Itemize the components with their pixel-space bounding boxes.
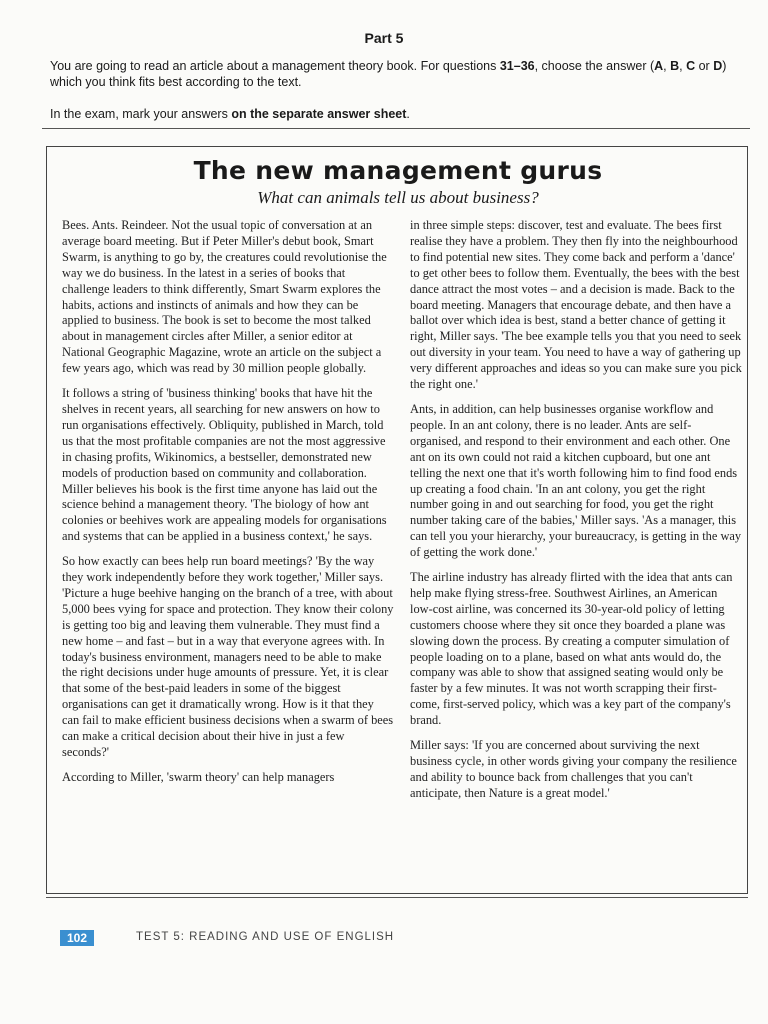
section-label: TEST 5: READING AND USE OF ENGLISH [136,931,395,943]
option-b: B [670,59,680,73]
instruction-text: or [695,59,714,73]
paragraph: It follows a string of 'business thinking' books that have hit the shelves in recent years, all searching for new answers on how to run organisations effectively. Obliquity, published in March, told us that the most profitable companies are not the most aggressive in chasing profits, Wikinomics, a bestseller, demonstrated new models of production based on community and collaboration. Miller believes his book is the first time anyone has laid out the science behind a management theory. 'The biology of how ant colonies or beehives work are appealing models for organisations and systems that can be applied in a business context,' he says. [62,386,387,544]
paragraph: The airline industry has already flirted with the idea that ants can help make flying stress-free. Southwest Airlines, an American low-cost airline, was concerned its 30-year-old policy of letting customers choose where they sit once they boarded a plane was slowing down the process. By creating a computer simulation of people loading on to a plane, based on what ants would do, the company was able to show that assigned seating would only be faster by a few minutes. It was not worth scrapping their first-come, first-served policy, which was a key part of the company's brand. [410,570,733,728]
paragraph: So how exactly can bees help run board meetings? 'By the way they work independently before they work together,' Miller says. 'Picture a huge beehive hanging on the branch of a tree, with about 5,000 bees vying for space and protection. They know their colony is getting too big and leaving them vulnerable. They must find a new home – and fast – but in a way that everyone agrees with. In today's business environment, managers need to be able to make the right decisions under huge amounts of pressure. Yet, it is clear that some of the best-paid leaders in some of the biggest organisations can get it dramatically wrong. How is it that they can fail to make efficient business decisions when a swarm of bees can make a critical decision about their hive in just a few seconds?' [62,554,394,759]
exam-instructions [50,106,740,122]
article-subtitle: What can animals tell us about business? [257,188,539,207]
task-instructions [50,58,740,90]
paragraph: Miller says: 'If you are concerned about surviving the next business cycle, in other words giving your company the resilience and ability to bounce back from challenges that you can't anticipate, then Nature is a great model.' [410,738,737,800]
instruction-text: , choose the answer ( [534,59,655,73]
option-c: C [686,59,696,73]
part-title: Part 5 [364,30,404,46]
instruction-text: , [663,59,671,73]
instruction-text: ) which you think fits best according to the text. [50,59,727,89]
answer-sheet-note: on the separate answer sheet [231,107,407,121]
paragraph: Ants, in addition, can help businesses organise workflow and people. In an ant colony, there is no leader. Ants are self-organised, and respond to their environment and each other. One ant on its own could not raid a kitchen cupboard, but one ant telling the next one that it's worth following him to find food ends up creating a food chain. 'In an ant colony, you get the right number going in and out searching for food, you get the right number taking care of the babies,' Miller says. 'As a manager, this can tell you your hierarchy, your bureaucracy, is getting in the way of getting the work done.' [410,401,742,560]
instruction-text: In the exam, mark your answers [50,107,232,121]
instruction-text: You are going to read an article about a management theory book. For questions [50,59,500,73]
option-d: D [713,59,723,73]
article-column-right [410,218,742,811]
page-number: 102 [60,930,94,946]
article-title: The new management gurus [193,156,603,185]
divider [42,128,750,129]
instruction-text: , [679,59,687,73]
option-a: A [654,59,664,73]
paragraph: in three simple steps: discover, test and evaluate. The bees first realise they have a problem. They then fly into the neighbourhood to find potential new sites. They come back and perform a 'dance' to get other bees to follow them. Eventually, the bees with the best dance attract the most votes – and a decision is made. Back to the board meeting. Managers that encourage debate, and then have a ballot over which idea is best, stand a better chance of getting it right, Miller says. 'The bee example tells you that you need to seek out diversity in your team. You need to have a way of gathering up very different approaches and ideas so you can make sure you pick the right one.' [410,218,742,392]
article-column-left [62,218,394,795]
instruction-text: . [406,107,410,121]
paragraph: Bees. Ants. Reindeer. Not the usual topic of conversation at an average board meeting. But if Peter Miller's debut book, Smart Swarm, is anything to go by, the creatures could revolutionise the way we do business. In the latest in a series of books that challenge leaders to think differently, Smart Swarm explores the habits, actions and instincts of animals and how they can be applied to business. The book is set to become the most talked about in management circles after Miller, a senior editor at National Geographic Magazine, wrote an article on the subject a few years ago, which was read by 30 million people globally. [62,218,387,376]
question-range: 31–36 [499,59,535,73]
divider [46,897,748,898]
paragraph: According to Miller, 'swarm theory' can help managers [62,769,335,784]
